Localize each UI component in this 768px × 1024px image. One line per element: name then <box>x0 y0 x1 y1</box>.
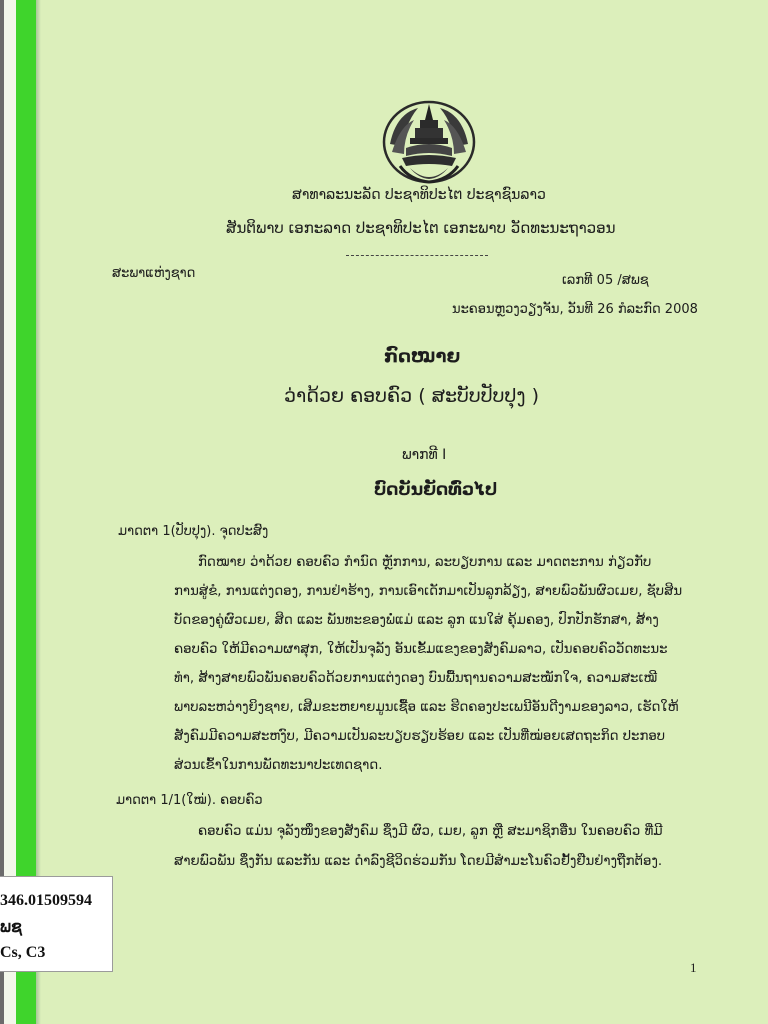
part-label: ພາກທີ I <box>402 447 447 463</box>
article-1-1-line: ສາຍພົວພັນ ຊຶ່ງກັນ ແລະກັນ ແລະ ດຳລົງຊີວິດຮ່ວມກັນ ໂດຍມີສຳມະໂນຄົວຢັ້ງຢືນຢ່າງຖືກຕ້ອງ. <box>174 854 663 869</box>
page-number: 1 <box>690 960 697 975</box>
call-number-line-1: 346.01509594 <box>0 892 92 909</box>
document-subtitle: ວ່າດ້ວຍ ຄອບຄົວ ( ສະບັບປັບປຸງ ) <box>284 385 540 407</box>
article-1-line: ພາບລະຫວ່າງຍິງຊາຍ, ເສີມຂະຫຍາຍມູນເຊື້ອ ແລະ ຮີດຄອງປະເພນີອັນດີງາມຂອງລາວ, ເຮັດໃຫ້ <box>174 700 679 715</box>
document-number: ເລກທີ 05 /ສພຊ <box>562 273 649 288</box>
part-title: ບົດບັນຍັດທົ່ວໄປ <box>374 480 498 500</box>
national-emblem-icon <box>380 96 478 186</box>
call-number-line-3: Cs, C3 <box>0 944 46 961</box>
article-1-1-heading: ມາດຕາ 1/1(ໃໝ່). ຄອບຄົວ <box>116 793 263 808</box>
article-1-1-line: ຄອບຄົວ ແມ່ນ ຈຸລັງໜຶ່ງຂອງສັງຄົມ ຊຶ່ງມີ ຜົວ, ເມຍ, ລູກ ຫຼື ສະມາຊິກອື່ນ ໃນຄອບຄົວ ທີ່ມີ <box>198 824 663 839</box>
article-1-heading: ມາດຕາ 1(ປັບປຸງ). ຈຸດປະສົງ <box>118 524 269 539</box>
binding-strip-white <box>4 0 16 1024</box>
article-1-line: ກົດໝາຍ ວ່າດ້ວຍ ຄອບຄົວ ກຳນົດ ຫຼັກການ, ລະບຽບການ ແລະ ມາດຕະການ ກ່ຽວກັບ <box>198 555 652 570</box>
article-1-line: ຄອບຄົວ ໃຫ້ມີຄວາມຜາສຸກ, ໃຫ້ເປັນຈຸລັງ ອັນເຂັ້ມແຂງຂອງສັງຄົມລາວ, ເປັນຄອບຄົວວັດທະນະ <box>174 642 668 657</box>
library-call-number-label <box>0 876 113 972</box>
place-date: ນະຄອນຫຼວງວຽງຈັນ, ວັນທີ 26 ກໍລະກົດ 2008 <box>452 302 698 317</box>
article-1-body <box>174 548 714 780</box>
header-line-1: ສາທາລະນະລັດ ປະຊາທິປະໄຕ ປະຊາຊົນລາວ <box>292 187 546 203</box>
header-divider <box>346 255 488 256</box>
article-1-line: ການສູ່ຂໍ, ການແຕ່ງດອງ, ການຢ່າຮ້າງ, ການເອົາເດັກມາເປັນລູກລ້ຽງ, ສາຍພົວພັນຜົວເມຍ, ຊັບສິນ <box>174 584 683 599</box>
binding-strip-green <box>16 0 36 1024</box>
article-1-line: ສັງຄົມມີຄວາມສະຫງົບ, ມີຄວາມເປັນລະບຽບຮຽບຮ້ອຍ ແລະ ເປັນທີ່ໝ່ອຍເສດຖະກິດ ປະກອບ <box>174 729 666 744</box>
organization-label: ສະພາແຫ່ງຊາດ <box>112 266 196 281</box>
article-1-1-body <box>174 817 714 877</box>
article-1-line: ສ່ວນເຂົ້າໃນການພັດທະນາປະເທດຊາດ. <box>174 758 383 773</box>
document-title: ກົດໝາຍ <box>384 346 461 367</box>
header-line-2: ສັນຕິພາບ ເອກະລາດ ປະຊາທິປະໄຕ ເອກະພາບ ວັດທະນະຖາວອນ <box>226 219 616 237</box>
article-1-line: ບັດຂອງຄູ່ຜົວເມຍ, ສິດ ແລະ ພັນທະຂອງພໍ່ແມ່ ແລະ ລູກ ແນໃສ່ ຄຸ້ມຄອງ, ປົກປັກຮັກສາ, ສ້າງ <box>174 613 659 628</box>
article-1-line: ທຳ, ສ້າງສາຍພົວພັນຄອບຄົວດ້ວຍການແຕ່ງດອງ ບົນພື້ນຖານຄວາມສະໝັກໃຈ, ຄວາມສະເໝີ <box>174 671 658 686</box>
binding-shadow <box>36 0 41 1024</box>
call-number-line-2: ພຊ <box>0 919 22 936</box>
